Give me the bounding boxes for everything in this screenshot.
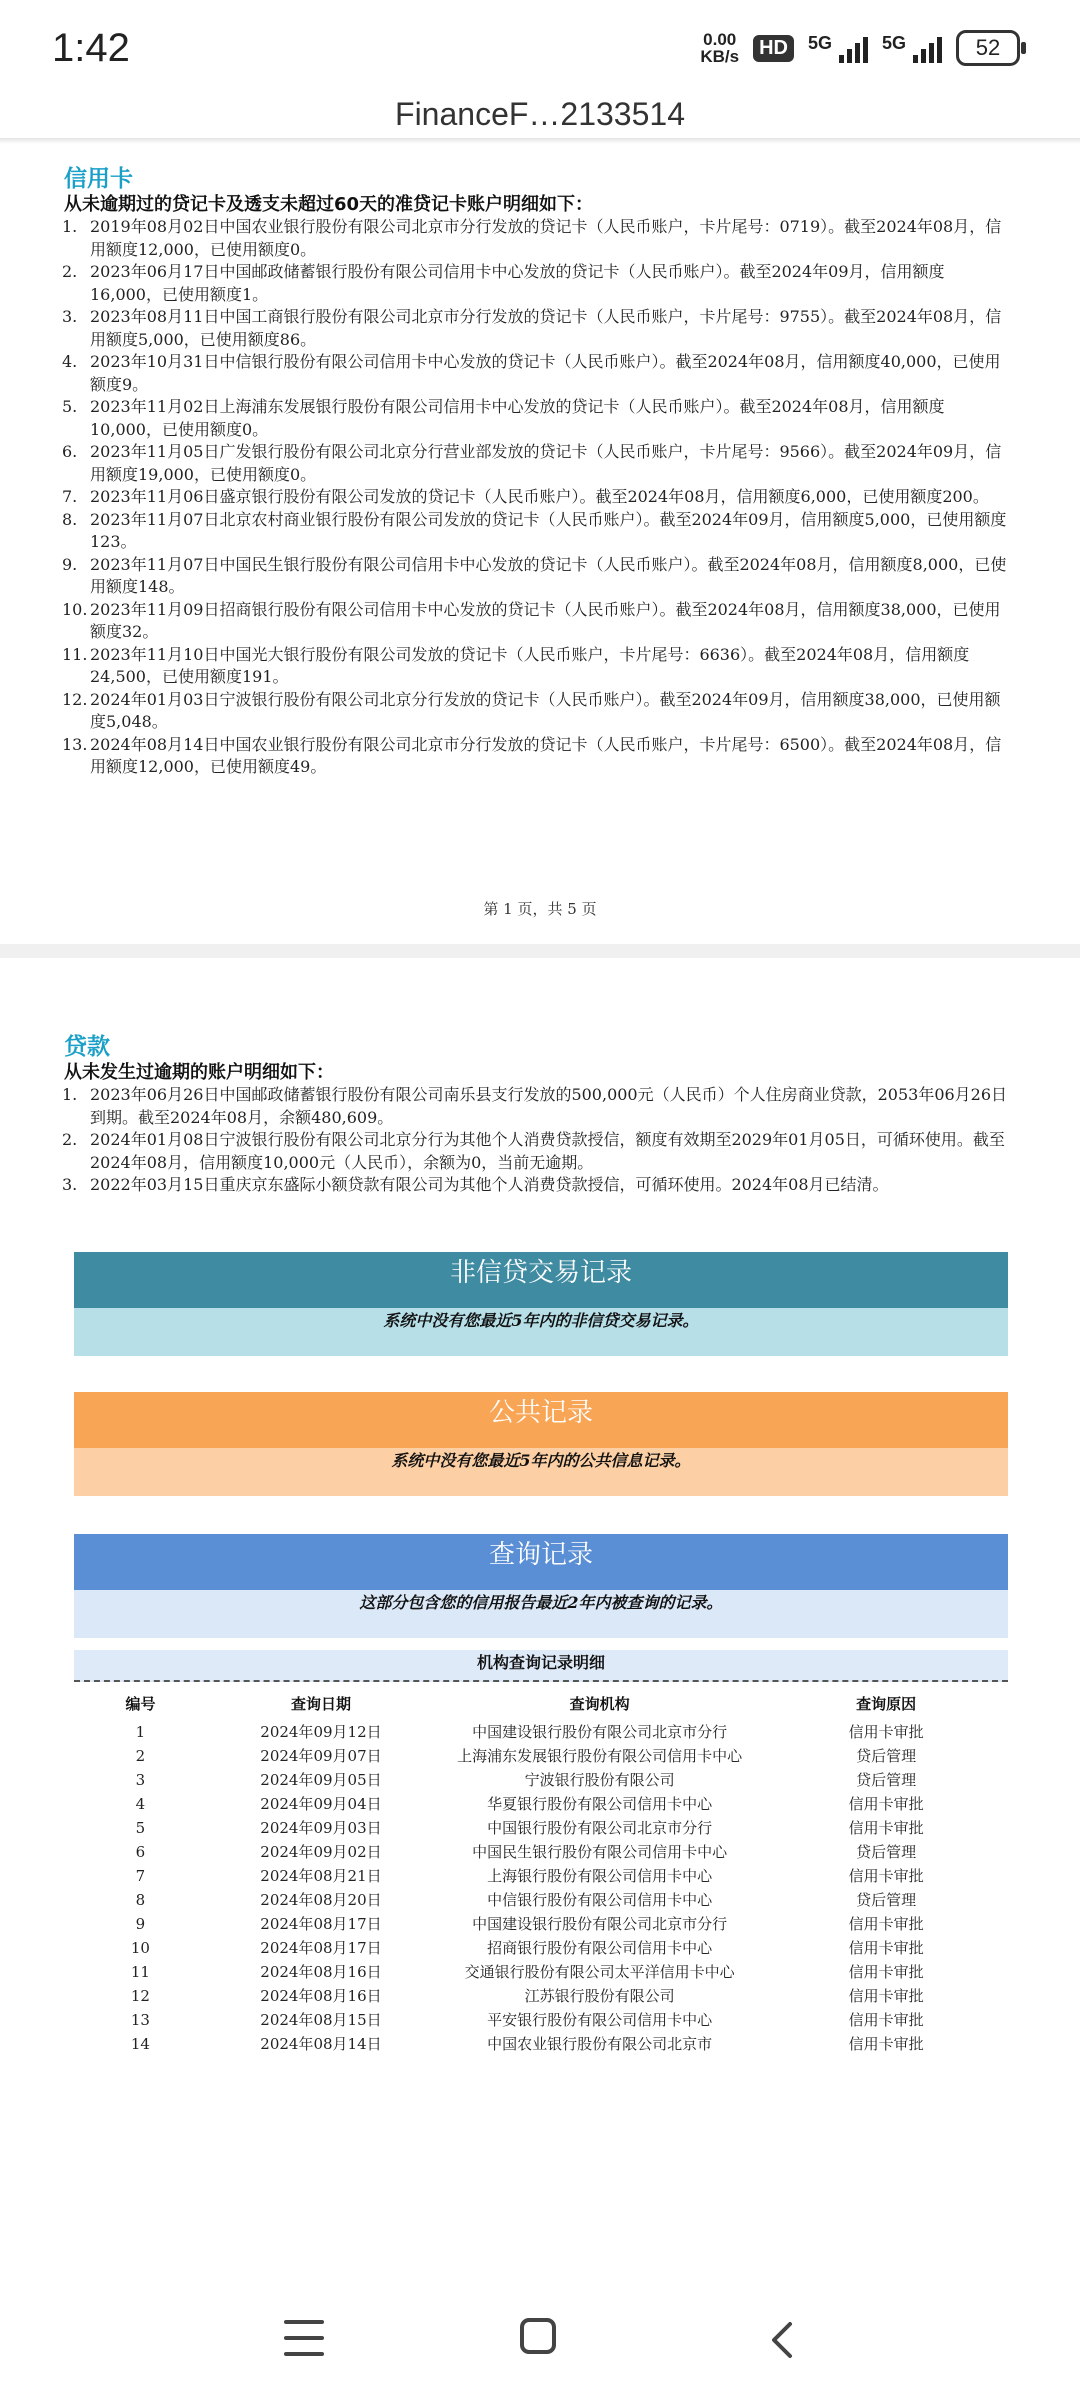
cell-date: 2024年09月02日: [260, 1843, 382, 1861]
list-item: [62, 1084, 1012, 1129]
page-footer: 第 1 页，共 5 页: [483, 900, 597, 918]
list-item: [62, 734, 1012, 779]
table-row: [74, 1816, 1008, 1840]
cell-date: 2024年08月17日: [260, 1939, 382, 1957]
list-item: [62, 351, 1012, 396]
list-item-text: 2023年11月06日盛京银行股份有限公司发放的贷记卡（人民币账户）。截至2024年08月，信用额度6,000，已使用额度200。: [90, 487, 989, 506]
cell-no: 14: [130, 2035, 150, 2053]
cell-org: 上海银行股份有限公司信用卡中心: [487, 1867, 713, 1885]
signal-sim2-icon: 5G: [882, 33, 942, 63]
cell-no: 5: [135, 1819, 146, 1837]
cell-reason: 信用卡审批: [848, 1723, 924, 1741]
list-item-text: 2023年11月07日中国民生银行股份有限公司信用卡中心发放的贷记卡（人民币账户）。截至2024年08月，信用额度8,000，已使用额度148。: [90, 554, 1007, 596]
list-item-number: 6.: [62, 442, 78, 461]
list-item-text: 2023年11月09日招商银行股份有限公司信用卡中心发放的贷记卡（人民币账户）。截至2024年08月，信用额度38,000，已使用额度32。: [90, 599, 1001, 641]
list-item: [62, 1129, 1012, 1174]
cell-reason: 信用卡审批: [848, 1819, 924, 1837]
table-row: [74, 1720, 1008, 1744]
document-title: FinanceF…2133514: [395, 96, 685, 132]
table-row: [74, 2008, 1008, 2032]
cell-date: 2024年09月12日: [260, 1723, 382, 1741]
list-item-text: 2024年08月14日中国农业银行股份有限公司北京市分行发放的贷记卡（人民币账户，卡片尾号：6500）。截至2024年08月，信用额度12,000，已使用额度49。: [90, 734, 1002, 776]
hd-voice-icon: HD: [753, 35, 794, 62]
list-item: [62, 1174, 1012, 1197]
home-icon[interactable]: [520, 2318, 556, 2354]
list-item-text: 2023年06月26日中国邮政储蓄银行股份有限公司南乐县支行发放的500,000元（人民币）个人住房商业贷款，2053年06月26日到期。截至2024年08月，余额480,609。: [90, 1085, 1008, 1127]
list-item: [62, 306, 1012, 351]
table-row: [74, 1888, 1008, 1912]
col-date: 查询日期: [290, 1694, 351, 1713]
list-item-text: 2019年08月02日中国农业银行股份有限公司北京市分行发放的贷记卡（人民币账户，卡片尾号：0719）。截至2024年08月，信用额度12,000，已使用额度0。: [90, 217, 1002, 259]
col-no: 编号: [125, 1694, 156, 1713]
non-credit-note: 系统中没有您最近5年内的非信贷交易记录。: [74, 1308, 1008, 1356]
public-record-banner: 公共记录: [74, 1392, 1008, 1448]
table-row: [74, 1984, 1008, 2008]
cell-date: 2024年09月07日: [260, 1747, 382, 1765]
loan-subtitle: 从未发生过逾期的账户明细如下：: [64, 1062, 334, 1083]
list-item-number: 1.: [62, 217, 78, 236]
cell-no: 13: [130, 2011, 150, 2029]
list-item: [62, 554, 1012, 599]
table-row: [74, 1864, 1008, 1888]
list-item-text: 2023年08月11日中国工商银行股份有限公司北京市分行发放的贷记卡（人民币账户，卡片尾号：9755）。截至2024年08月，信用额度5,000，已使用额度86。: [90, 307, 1002, 349]
cell-reason: 信用卡审批: [848, 2035, 924, 2053]
cell-reason: 贷后管理: [856, 1843, 917, 1861]
cell-no: 6: [135, 1843, 146, 1861]
battery-icon: 52: [956, 30, 1020, 66]
cell-org: 上海浦东发展银行股份有限公司信用卡中心: [457, 1747, 743, 1765]
cell-org: 中国民生银行股份有限公司信用卡中心: [472, 1843, 728, 1861]
list-item-text: 2023年11月02日上海浦东发展银行股份有限公司信用卡中心发放的贷记卡（人民币账户）。截至2024年08月，信用额度10,000，已使用额度0。: [90, 397, 945, 439]
system-nav-bar: [0, 2290, 1080, 2400]
cell-date: 2024年09月03日: [260, 1819, 382, 1837]
list-item-number: 10.: [62, 599, 88, 619]
cell-no: 10: [130, 1939, 150, 1957]
cell-reason: 信用卡审批: [848, 2011, 924, 2029]
query-table: [74, 1686, 1008, 2056]
list-item: [62, 689, 1012, 734]
status-icons: [700, 30, 1020, 66]
status-time: 1:42: [52, 26, 130, 70]
list-item: [62, 486, 1012, 509]
list-item: [62, 396, 1012, 441]
cell-org: 中国建设银行股份有限公司北京市分行: [472, 1723, 728, 1741]
cell-reason: 贷后管理: [856, 1747, 917, 1765]
cell-reason: 信用卡审批: [848, 1987, 924, 2005]
table-row: [74, 1840, 1008, 1864]
list-item-text: 2022年03月15日重庆京东盛际小额贷款有限公司为其他个人消费贷款授信，可循环使用。2024年08月已结清。: [90, 1175, 889, 1194]
query-record-note: 这部分包含您的信用报告最近2年内被查询的记录。: [74, 1590, 1008, 1638]
cell-date: 2024年09月04日: [260, 1795, 382, 1813]
cell-reason: 信用卡审批: [848, 1795, 924, 1813]
cell-org: 华夏银行股份有限公司信用卡中心: [487, 1795, 713, 1813]
cell-reason: 信用卡审批: [848, 1915, 924, 1933]
cell-date: 2024年08月16日: [260, 1987, 382, 2005]
table-row: [74, 1792, 1008, 1816]
col-org: 查询机构: [569, 1694, 630, 1713]
back-icon[interactable]: [764, 2320, 804, 2360]
cell-date: 2024年08月20日: [260, 1891, 382, 1909]
list-item-text: 2023年11月07日北京农村商业银行股份有限公司发放的贷记卡（人民币账户）。截至2024年09月，信用额度5,000，已使用额度123。: [90, 509, 1007, 551]
cell-no: 1: [135, 1723, 146, 1741]
signal-sim1-icon: 5G: [808, 33, 868, 63]
table-row: [74, 1936, 1008, 1960]
list-item: [62, 216, 1012, 261]
cell-date: 2024年09月05日: [260, 1771, 382, 1789]
table-row: [74, 1768, 1008, 1792]
table-row: [74, 1744, 1008, 1768]
list-item-text: 2023年10月31日中信银行股份有限公司信用卡中心发放的贷记卡（人民币账户）。截至2024年08月，信用额度40,000，已使用额度9。: [90, 352, 1001, 394]
cell-no: 12: [130, 1987, 150, 2005]
credit-card-subtitle: 从未逾期过的贷记卡及透支未超过60天的准贷记卡账户明细如下：: [64, 194, 594, 215]
cell-reason: 贷后管理: [856, 1891, 917, 1909]
cell-org: 中信银行股份有限公司信用卡中心: [487, 1891, 713, 1909]
cell-date: 2024年08月15日: [260, 2011, 382, 2029]
list-item: [62, 441, 1012, 486]
cell-org: 交通银行股份有限公司太平洋信用卡中心: [464, 1963, 735, 1981]
list-item-number: 12.: [62, 689, 88, 709]
list-item-number: 8.: [62, 509, 78, 529]
cell-org: 江苏银行股份有限公司: [524, 1987, 675, 2005]
list-item-number: 3.: [62, 307, 78, 326]
cell-date: 2024年08月21日: [260, 1867, 382, 1885]
cell-no: 2: [135, 1747, 146, 1765]
list-item-text: 2023年11月10日中国光大银行股份有限公司发放的贷记卡（人民币账户，卡片尾号：6636）。截至2024年08月，信用额度24,500，已使用额度191。: [90, 644, 970, 686]
credit-card-list: [62, 216, 1012, 779]
menu-icon[interactable]: [284, 2320, 324, 2356]
table-row: [74, 1960, 1008, 1984]
cell-no: 9: [135, 1915, 146, 1933]
non-credit-banner: 非信贷交易记录: [74, 1252, 1008, 1308]
network-speed: 0.00 KB/s: [700, 30, 740, 66]
cell-no: 8: [135, 1891, 146, 1909]
cell-reason: 贷后管理: [856, 1771, 917, 1789]
cell-reason: 信用卡审批: [848, 1963, 924, 1981]
table-row: [74, 2032, 1008, 2056]
query-table-header: [74, 1686, 1008, 1720]
list-item-number: 5.: [62, 397, 78, 416]
list-item-number: 3.: [62, 1175, 78, 1194]
list-item-text: 2024年01月03日宁波银行股份有限公司北京分行发放的贷记卡（人民币账户）。截至2024年09月，信用额度38,000，已使用额度5,048。: [90, 689, 1001, 731]
cell-org: 中国银行股份有限公司北京市分行: [487, 1819, 713, 1837]
list-item-number: 11.: [62, 644, 88, 664]
query-record-banner: 查询记录: [74, 1534, 1008, 1590]
list-item-number: 13.: [62, 734, 88, 754]
list-item-number: 1.: [62, 1085, 78, 1104]
cell-org: 中国农业银行股份有限公司北京市: [487, 2035, 713, 2053]
cell-no: 4: [135, 1795, 146, 1813]
list-item-number: 2.: [62, 1130, 78, 1149]
list-item-number: 7.: [62, 487, 78, 506]
cell-reason: 信用卡审批: [848, 1939, 924, 1957]
list-item-number: 9.: [62, 554, 78, 574]
cell-no: 3: [135, 1771, 146, 1789]
list-item-text: 2024年01月08日宁波银行股份有限公司北京分行为其他个人消费贷款授信，额度有效期至2029年01月05日，可循环使用。截至2024年08月，信用额度10,000元（人民币），余额为0，当前无逾期。: [90, 1130, 1005, 1172]
cell-date: 2024年08月16日: [260, 1963, 382, 1981]
table-row: [74, 1912, 1008, 1936]
cell-no: 11: [130, 1963, 150, 1981]
title-divider: [0, 138, 1080, 144]
cell-org: 中国建设银行股份有限公司北京市分行: [472, 1915, 728, 1933]
public-record-note: 系统中没有您最近5年内的公共信息记录。: [74, 1448, 1008, 1496]
credit-card-section-title: 信用卡: [64, 166, 133, 192]
page-break: [0, 944, 1080, 958]
cell-org: 招商银行股份有限公司信用卡中心: [487, 1939, 713, 1957]
list-item-text: 2023年06月17日中国邮政储蓄银行股份有限公司信用卡中心发放的贷记卡（人民币账户）。截至2024年09月，信用额度16,000，已使用额度1。: [90, 262, 945, 304]
status-bar: [0, 0, 1080, 96]
cell-reason: 信用卡审批: [848, 1867, 924, 1885]
query-detail-title: 机构查询记录明细: [74, 1650, 1008, 1682]
list-item-number: 2.: [62, 262, 78, 281]
list-item: [62, 509, 1012, 554]
loan-list: [62, 1084, 1012, 1197]
cell-date: 2024年08月14日: [260, 2035, 382, 2053]
list-item: [62, 644, 1012, 689]
list-item: [62, 261, 1012, 306]
cell-no: 7: [135, 1867, 146, 1885]
cell-org: 宁波银行股份有限公司: [524, 1771, 675, 1789]
cell-org: 平安银行股份有限公司信用卡中心: [487, 2011, 713, 2029]
list-item-number: 4.: [62, 352, 78, 371]
col-reason: 查询原因: [856, 1694, 917, 1713]
loan-section-title: 贷款: [64, 1034, 110, 1060]
list-item: [62, 599, 1012, 644]
list-item-text: 2023年11月05日广发银行股份有限公司北京分行营业部发放的贷记卡（人民币账户，卡片尾号：9566）。截至2024年09月，信用额度19,000，已使用额度0。: [90, 442, 1002, 484]
cell-date: 2024年08月17日: [260, 1915, 382, 1933]
